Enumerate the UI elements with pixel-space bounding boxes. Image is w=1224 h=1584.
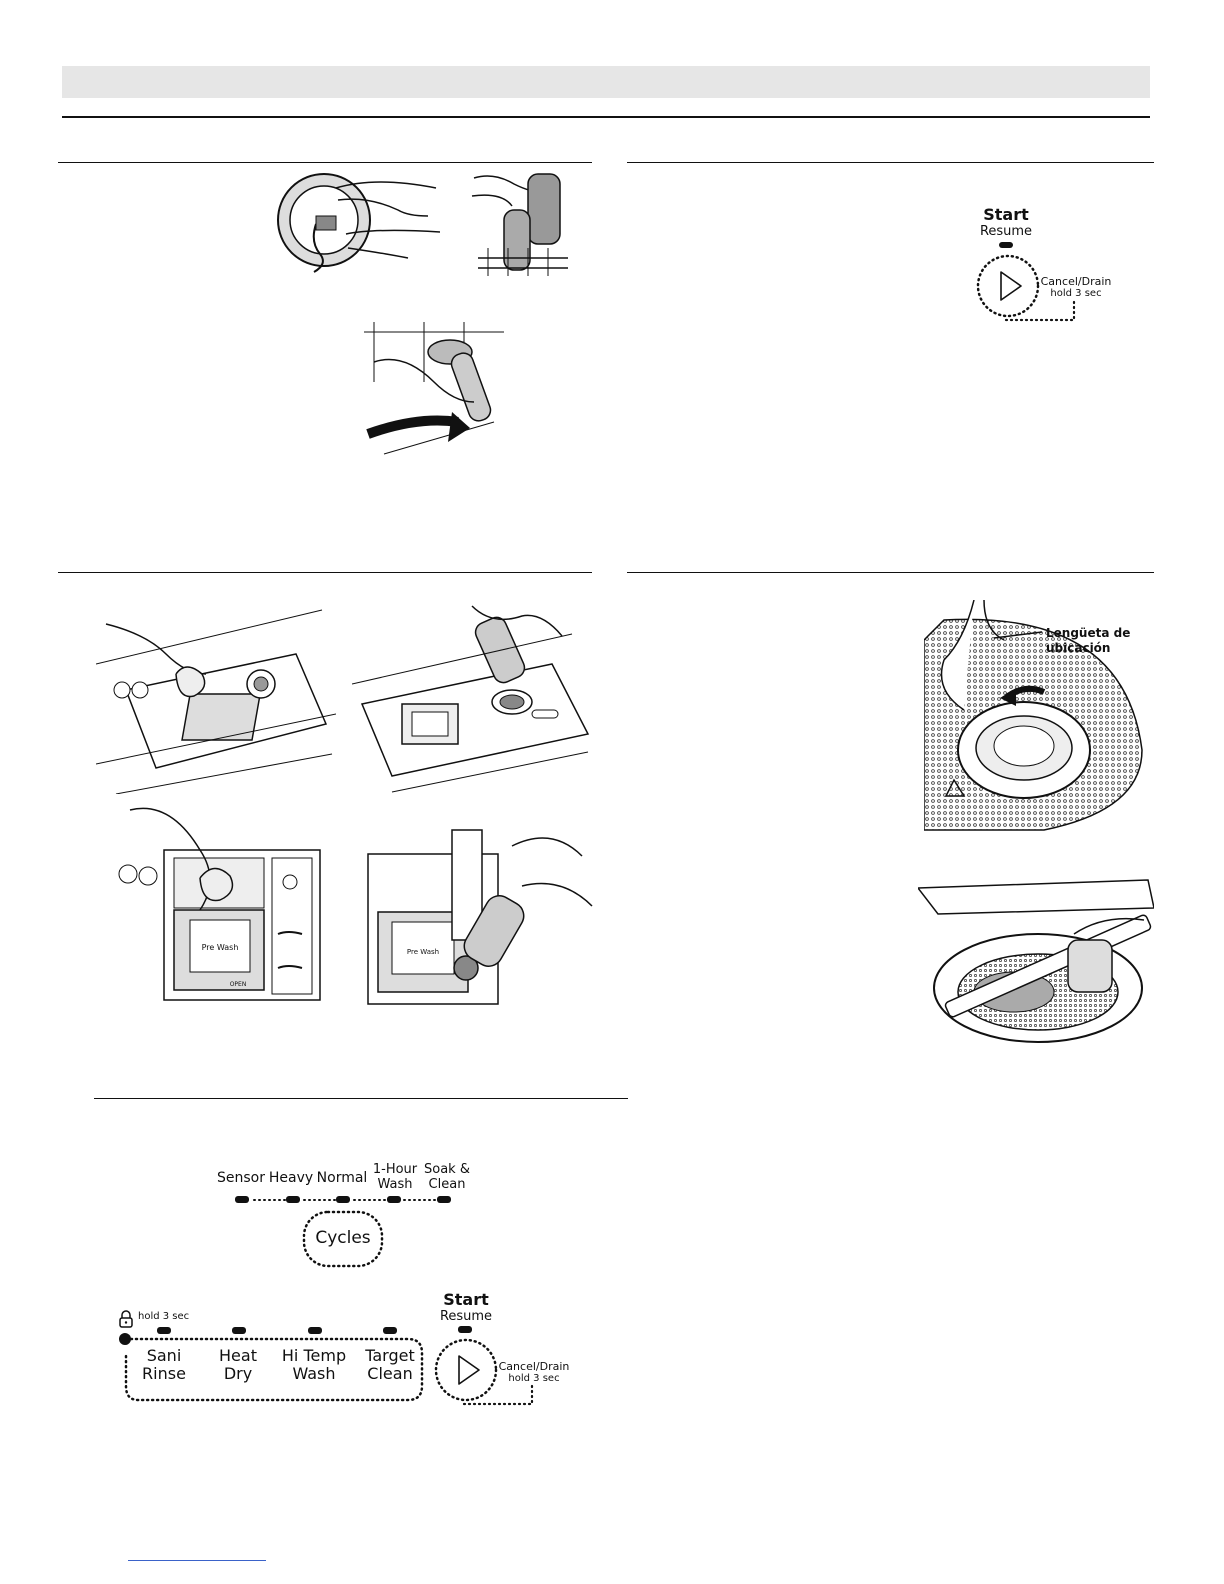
target-clean-line1: Target bbox=[365, 1346, 415, 1365]
svg-text:Pre Wash: Pre Wash bbox=[406, 948, 440, 956]
detergent-tab-dispenser-illustration bbox=[96, 604, 336, 794]
target-clean-button[interactable] bbox=[354, 1346, 426, 1398]
cycle-led-row bbox=[232, 1192, 454, 1206]
target-clean-line2: Clean bbox=[367, 1364, 413, 1383]
section-rule-control-panel bbox=[94, 1098, 628, 1099]
cancel-drain-label: Cancel/Drain bbox=[1040, 275, 1112, 288]
panel-resume-label: Resume bbox=[439, 1309, 493, 1324]
cycle-option-normal: Normal bbox=[316, 1170, 368, 1186]
open-label: OPEN bbox=[229, 981, 247, 988]
resume-label: Resume bbox=[979, 224, 1033, 239]
heat-dry-line1: Heat bbox=[219, 1346, 257, 1365]
cycles-button-label: Cycles bbox=[315, 1228, 371, 1248]
panel-start-led bbox=[458, 1326, 472, 1333]
heat-dry-button[interactable] bbox=[204, 1346, 272, 1398]
panel-start-label: Start bbox=[443, 1290, 489, 1309]
hold-label: hold 3 sec bbox=[1050, 288, 1102, 299]
header-rule bbox=[62, 116, 1150, 118]
spray-arm-rotation-illustration bbox=[364, 322, 504, 458]
glasses-rack-illustration bbox=[468, 168, 568, 276]
panel-cancel-drain-label: Cancel/Drain bbox=[498, 1360, 570, 1373]
start-label: Start bbox=[983, 205, 1029, 224]
panel-hold-label: hold 3 sec bbox=[508, 1373, 560, 1384]
sani-rinse-button[interactable] bbox=[130, 1346, 198, 1398]
cycle-option-1-hour: 1-Hour bbox=[372, 1162, 418, 1177]
prewash-label: Pre Wash bbox=[201, 943, 239, 952]
hi-temp-wash-line2: Wash bbox=[292, 1364, 336, 1383]
cycle-option-sensor: Sensor bbox=[217, 1170, 265, 1186]
sani-rinse-line2: Rinse bbox=[142, 1364, 186, 1383]
section-rule-top-right bbox=[627, 162, 1154, 163]
panel-cancel-drain-dotted-path bbox=[462, 1384, 536, 1406]
rinse-aid-reservoir-illustration bbox=[362, 826, 594, 1012]
play-icon bbox=[1001, 272, 1021, 300]
hi-temp-wash-line1: Hi Temp bbox=[281, 1346, 347, 1365]
plate-scraping-illustration bbox=[276, 168, 440, 276]
detergent-cup-illustration bbox=[100, 800, 328, 1012]
footer-link-underline[interactable] bbox=[128, 1560, 266, 1561]
lock-hold-label: hold 3 sec bbox=[138, 1311, 190, 1322]
lower-spray-arm-filter-illustration bbox=[918, 868, 1154, 1046]
header-bar bbox=[62, 66, 1150, 98]
cycle-option-1-hour-wash: Wash bbox=[377, 1177, 413, 1192]
hi-temp-wash-button[interactable] bbox=[276, 1346, 352, 1398]
sani-rinse-line1: Sani bbox=[146, 1346, 182, 1365]
section-rule-mid-right bbox=[627, 572, 1154, 573]
rinse-aid-pour-illustration bbox=[352, 604, 592, 794]
cycle-option-soak-clean: Clean bbox=[428, 1177, 466, 1192]
locating-tab-callout-line2: ubicación bbox=[1046, 641, 1111, 655]
cancel-drain-dotted-path bbox=[1004, 300, 1078, 322]
panel-play-icon bbox=[459, 1356, 479, 1384]
locating-tab-callout-line1: Lengüeta de bbox=[1046, 626, 1131, 640]
section-rule-mid-left bbox=[58, 572, 592, 573]
cycle-option-soak: Soak & bbox=[424, 1162, 470, 1177]
section-rule-top-left bbox=[58, 162, 592, 163]
cycle-option-heavy: Heavy bbox=[268, 1170, 314, 1186]
heat-dry-line2: Dry bbox=[223, 1364, 253, 1383]
start-indicator-led bbox=[999, 242, 1013, 248]
